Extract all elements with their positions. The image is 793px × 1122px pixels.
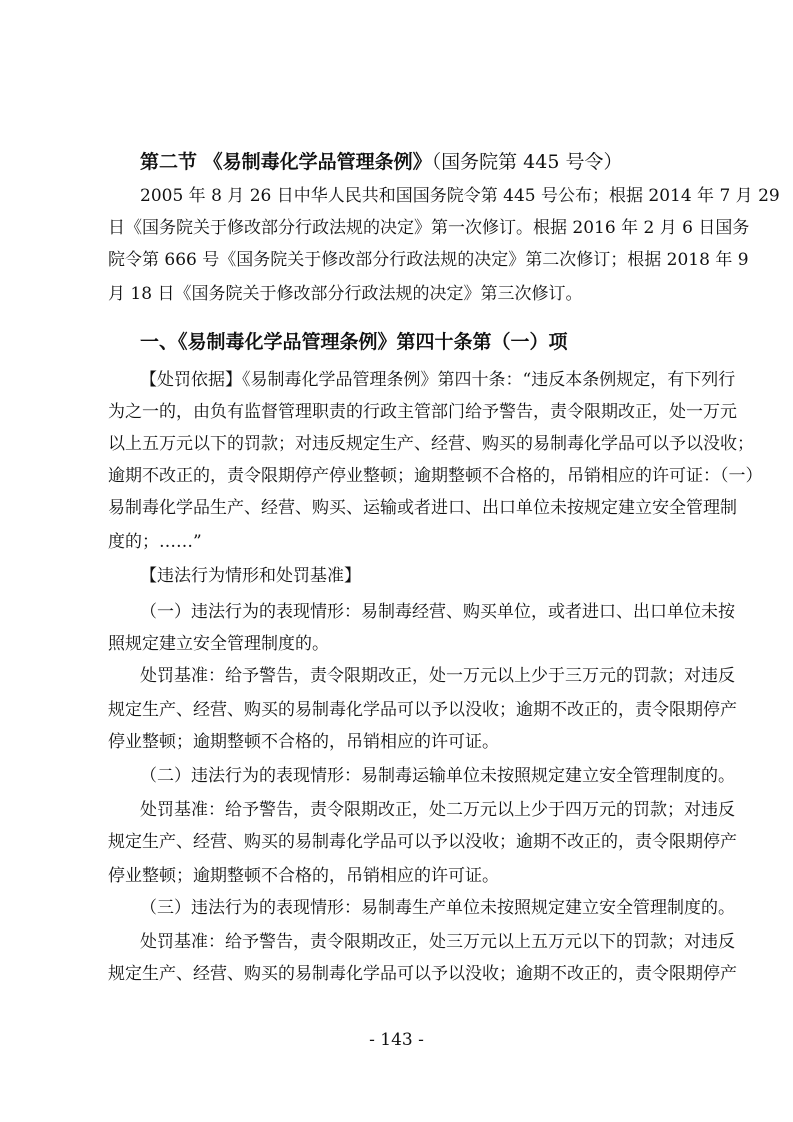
page-number: - 143 -: [369, 1030, 424, 1050]
section-heading-order: （国务院第 445 号令）: [431, 151, 623, 173]
penalty-1-line: 处罚基准：给予警告，责令限期改正，处一万元以上少于三万元的罚款；对违反: [140, 666, 735, 686]
basis-line: 【处罚依据】《易制毒化学品管理条例》第四十条：“违反本条例规定，有下列行: [140, 370, 736, 390]
basis-line: 为之一的，由负有监督管理职责的行政主管部门给予警告，责令限期改正，处一万元: [108, 402, 737, 422]
basis-line: 以上五万元以下的罚款；对违反规定生产、经营、购买的易制毒化学品可以予以没收；: [108, 434, 754, 454]
case-3-line: （三）违法行为的表现情形：易制毒生产单位未按照规定建立安全管理制度的。: [140, 898, 735, 918]
intro-line: 月 18 日《国务院关于修改部分行政法规的决定》第三次修订。: [108, 284, 583, 304]
case-2-line: （二）违法行为的表现情形：易制毒运输单位未按照规定建立安全管理制度的。: [140, 766, 735, 786]
case-1-line: 照规定建立安全管理制度的。: [108, 634, 329, 654]
intro-line: 日《国务院关于修改部分行政法规的决定》第一次修订。根据 2016 年 2 月 6 日国务: [108, 218, 750, 238]
penalty-2-line: 停业整顿；逾期整顿不合格的，吊销相应的许可证。: [108, 866, 499, 886]
case-1-line: （一）违法行为的表现情形：易制毒经营、购买单位，或者进口、出口单位未按: [140, 602, 735, 622]
basis-line: 易制毒化学品生产、经营、购买、运输或者进口、出口单位未按规定建立安全管理制: [108, 498, 737, 518]
penalty-2-line: 处罚基准：给予警告，责令限期改正，处二万元以上少于四万元的罚款；对违反: [140, 800, 735, 820]
penalty-3-line: 规定生产、经营、购买的易制毒化学品可以予以没收；逾期不改正的，责令限期停产: [108, 964, 737, 984]
criteria-label: 【违法行为情形和处罚基准】: [140, 566, 361, 586]
penalty-1-line: 规定生产、经营、购买的易制毒化学品可以予以没收；逾期不改正的，责令限期停产: [108, 700, 737, 720]
intro-line: 院令第 666 号《国务院关于修改部分行政法规的决定》第二次修订；根据 2018 年 9: [108, 250, 749, 270]
penalty-1-line: 停业整顿；逾期整顿不合格的，吊销相应的许可证。: [108, 732, 499, 752]
section-heading-title: 第二节 《易制毒化学品管理条例》: [140, 151, 432, 173]
intro-line: 2005 年 8 月 26 日中华人民共和国国务院令第 445 号公布；根据 2014 年 7 月 29: [140, 186, 780, 206]
article-heading: 一、《易制毒化学品管理条例》第四十条第（一）项: [140, 331, 568, 353]
penalty-2-line: 规定生产、经营、购买的易制毒化学品可以予以没收；逾期不改正的，责令限期停产: [108, 832, 737, 852]
section-heading: [140, 150, 622, 174]
basis-line: 逾期不改正的，责令限期停产停业整顿；逾期整顿不合格的，吊销相应的许可证：（一）: [108, 466, 763, 486]
penalty-3-line: 处罚基准：给予警告，责令限期改正，处三万元以上五万元以下的罚款；对违反: [140, 932, 735, 952]
basis-line: 度的；……”: [108, 532, 202, 552]
